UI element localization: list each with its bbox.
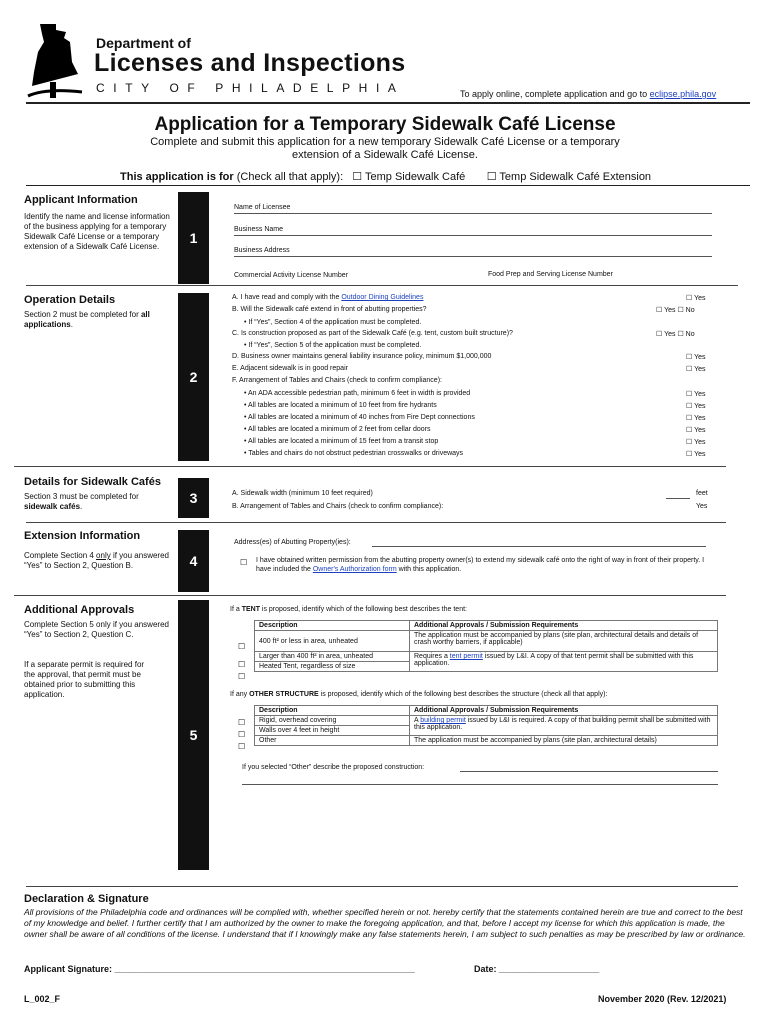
- s4-permission-pre: I have obtained written permission from the abutting property owner(s) to extend my sidewalk café onto the right of way in front of their property. I have included the: [256, 557, 705, 573]
- s4-heading: Extension Information: [24, 530, 141, 542]
- s2-bullet-yes[interactable]: ☐ Yes: [686, 415, 706, 422]
- tent-req-2: [410, 652, 718, 672]
- structure-col-req: Additional Approvals / Submission Requirements: [410, 706, 718, 716]
- structure-req-1-pre: A: [414, 717, 421, 724]
- abutting-address-input[interactable]: [372, 546, 706, 547]
- s2-row-a: [232, 294, 423, 301]
- s2-bullet: • All tables are located a minimum of 40 inches from Fire Dept connections: [244, 414, 475, 421]
- tent-option-checkbox[interactable]: ☐: [238, 672, 246, 681]
- s5-tent-pre: If a: [230, 606, 242, 613]
- s3-b-yes[interactable]: Yes: [696, 503, 708, 510]
- s2-bullet: • An ADA accessible pedestrian path, minimum 6 feet in width is provided: [244, 390, 471, 397]
- tent-row-2: [255, 652, 718, 662]
- structure-desc-3: Other: [255, 736, 410, 746]
- s2-desc-c: .: [70, 320, 73, 329]
- declaration-heading: Declaration & Signature: [24, 893, 149, 905]
- s2-row-f: F. Arrangement of Tables and Chairs (check to confirm compliance):: [232, 377, 442, 384]
- building-permit-link[interactable]: building permit: [420, 717, 466, 724]
- s2-row-e: E. Adjacent sidewalk is in good repair: [232, 365, 348, 372]
- city-label: CITY OF PHILADELPHIA: [96, 81, 405, 95]
- s2-bullet-yes[interactable]: ☐ Yes: [686, 403, 706, 410]
- s2-a-text: A. I have read and comply with the: [232, 294, 342, 301]
- header-rule: [26, 102, 750, 104]
- s2-rule: [14, 466, 726, 467]
- eclipse-link[interactable]: eclipse.phila.gov: [649, 89, 717, 99]
- structure-table: [254, 705, 718, 746]
- page-subtitle: Complete and submit this application for a new temporary Sidewalk Café License or a temporary extension of a Sidewalk Café License.: [150, 136, 620, 161]
- s2-bullet: • Tables and chairs do not obstruct pedestrian crosswalks or driveways: [244, 450, 464, 457]
- s5-desc-2: If a separate permit is required for the approval, that permit must be obtained prior to submitting this application.: [24, 660, 145, 699]
- s5-tent-intro: [230, 606, 467, 613]
- form-code: L_002_F: [24, 994, 61, 1004]
- s5-other-post: is proposed, identify which of the following best describes the structure (check all that apply):: [318, 691, 608, 698]
- s5-tent-b: TENT: [241, 606, 260, 613]
- food-license-field[interactable]: Food Prep and Serving License Number: [488, 271, 613, 278]
- tent-desc-2: Larger than 400 ft² in area, unheated: [255, 652, 410, 662]
- s4-permission-post: with this application.: [396, 566, 462, 573]
- tent-req-1: The application must be accompanied by plans (site plan, architectural details and details of crash worthy barriers, if applicable): [410, 631, 718, 652]
- structure-req-1: [410, 716, 718, 736]
- date-line[interactable]: Date: ____________________: [474, 964, 600, 974]
- tent-req-2-pre: Requires a: [414, 653, 450, 660]
- tent-desc-3: Heated Tent, regardless of size: [255, 662, 410, 672]
- licensee-name-field[interactable]: Name of Licensee: [234, 204, 712, 214]
- for-rule: [26, 185, 750, 186]
- s2-b-note: • If “Yes”, Section 4 of the application must be completed.: [244, 319, 422, 326]
- s2-row-b: B. Will the Sidewalk café extend in front of abutting properties?: [232, 306, 427, 313]
- tent-table-header: [255, 621, 718, 631]
- cal-number-field[interactable]: Commercial Activity License Number: [234, 272, 348, 279]
- s3-desc-c: .: [80, 502, 83, 511]
- s2-desc: [24, 310, 174, 330]
- s2-bullet-yes[interactable]: ☐ Yes: [686, 451, 706, 458]
- structure-col-desc: Description: [255, 706, 410, 716]
- other-describe-input-2[interactable]: [242, 784, 718, 785]
- s2-a-yes[interactable]: ☐ Yes: [686, 295, 706, 302]
- tent-desc-1: 400 ft² or less in area, unheated: [255, 631, 410, 652]
- s3-a-unit: feet: [696, 490, 708, 497]
- s3-row-a: A. Sidewalk width (minimum 10 feet required): [232, 490, 373, 497]
- s2-number: 2: [178, 293, 209, 461]
- tent-permit-link[interactable]: tent permit: [449, 653, 483, 660]
- s5-other-b: OTHER STRUCTURE: [249, 691, 319, 698]
- sidewalk-width-input[interactable]: [666, 490, 690, 499]
- temp-extension-checkbox[interactable]: ☐ Temp Sidewalk Café Extension: [486, 171, 652, 183]
- tent-row-1: [255, 631, 718, 652]
- for-lead: This application is for: [120, 171, 234, 183]
- s3-rule: [26, 522, 726, 523]
- declaration-text: All provisions of the Philadelphia code and ordinances will be complied with, whether specified herein or not. hereby certify that the statements contained herein are true and correct to the best of my knowledge and belief. I further certify that I am authorized by the owner to make the foregoing application, and that, before I accept my license for which this application is made, the owner shall be aware of all conditions of the license. I understand that if I knowingly make any false statements herein, I am subject to such penalties as may be prescribed by law or ordinance.: [24, 907, 746, 939]
- structure-option-checkbox[interactable]: ☐: [238, 742, 246, 751]
- s2-c-yesno[interactable]: ☐ Yes ☐ No: [656, 331, 695, 338]
- s4-permission-text: [256, 556, 706, 574]
- for-rest: (Check all that apply):: [233, 171, 344, 183]
- online-note: [460, 89, 716, 99]
- s3-desc-a: Section 3 must be completed for: [24, 492, 139, 501]
- s2-bullet: • All tables are located a minimum of 10 feet from fire hydrants: [244, 402, 437, 409]
- structure-table-header: [255, 706, 718, 716]
- s1-number: 1: [178, 192, 209, 284]
- s5-number: 5: [178, 600, 209, 870]
- s5-heading: Additional Approvals: [24, 604, 135, 616]
- business-name-field[interactable]: Business Name: [234, 226, 712, 236]
- s4-desc-b: only: [96, 551, 111, 560]
- dept-label: Department of: [96, 35, 191, 51]
- s1-rule: [26, 285, 738, 286]
- s5-desc-1: Complete Section 5 only if you answered “Yes” to Section 2, Question C.: [24, 620, 169, 639]
- structure-req-1-post: issued by L&I is required. A copy of that building permit shall be submitted with this application.: [414, 717, 711, 731]
- s2-desc-b: all applications: [24, 310, 150, 329]
- s3-desc-b: sidewalk cafés: [24, 502, 81, 511]
- form-revision: November 2020 (Rev. 12/2021): [598, 994, 727, 1004]
- s4-address-label: Address(es) of Abutting Property(ies):: [234, 539, 351, 546]
- s2-row-d: D. Business owner maintains general liability insurance policy, minimum $1,000,000: [232, 353, 492, 360]
- s5-rule: [26, 886, 738, 887]
- s4-desc-c: if you answered “Yes” to Section 2, Question B.: [24, 551, 169, 570]
- business-address-field[interactable]: Business Address: [234, 247, 712, 257]
- s5-other-pre: If any: [230, 691, 250, 698]
- structure-row-3: [255, 736, 718, 746]
- s5-tent-post: is proposed, identify which of the following best describes the tent:: [259, 606, 467, 613]
- s2-row-c: C. Is construction proposed as part of the Sidewalk Café (e.g. tent, custom built structure)?: [232, 330, 513, 337]
- structure-desc-1: Rigid, overhead covering: [255, 716, 410, 726]
- s3-row-b: B. Arrangement of Tables and Chairs (check to confirm compliance):: [232, 503, 444, 510]
- s4-desc-a: Complete Section 4: [24, 551, 97, 560]
- structure-req-2: The application must be accompanied by plans (site plan, architectural details): [410, 736, 718, 746]
- other-describe-label: If you selected “Other” describe the proposed construction:: [242, 764, 425, 771]
- s1-heading: Applicant Information: [24, 194, 138, 206]
- s1-desc: Identify the name and license information of the business applying for a temporary Sidewalk Café License or a temporary extension of a Sidewalk Café License.: [24, 212, 170, 251]
- signature-line[interactable]: Applicant Signature: ____________________________________________________________: [24, 964, 415, 974]
- tent-req-2-post: issued by L&I. A copy of that tent permit shall be submitted with this application.: [414, 653, 694, 667]
- agency-name: Licenses and Inspections: [94, 49, 406, 77]
- structure-option-checkbox[interactable]: ☐: [238, 718, 246, 727]
- s2-bullet: • All tables are located a minimum of 2 feet from cellar doors: [244, 426, 431, 433]
- tent-col-desc: Description: [255, 621, 410, 631]
- tent-table: [254, 620, 718, 672]
- s5-other-intro: [230, 691, 607, 698]
- structure-row-1: [255, 716, 718, 726]
- structure-option-checkbox[interactable]: ☐: [238, 730, 246, 739]
- other-describe-input[interactable]: [460, 771, 718, 772]
- s4-rule: [14, 595, 726, 596]
- owner-authorization-link[interactable]: Owner's Authorization form: [312, 566, 397, 573]
- s3-desc: [24, 492, 174, 512]
- s3-heading: Details for Sidewalk Cafés: [24, 476, 161, 488]
- s2-bullet-yes[interactable]: ☐ Yes: [686, 391, 706, 398]
- temp-cafe-checkbox[interactable]: ☐ Temp Sidewalk Café: [352, 171, 466, 183]
- s2-heading: Operation Details: [24, 294, 116, 306]
- structure-desc-2: Walls over 4 feet in height: [255, 726, 410, 736]
- page-title: Application for a Temporary Sidewalk Café License: [154, 114, 616, 135]
- s4-number: 4: [178, 530, 209, 592]
- s2-bullet-yes[interactable]: ☐ Yes: [686, 439, 706, 446]
- s3-number: 3: [178, 478, 209, 518]
- tent-col-req: Additional Approvals / Submission Requirements: [410, 621, 718, 631]
- application-for-line: [120, 170, 651, 183]
- s2-e-yes[interactable]: ☐ Yes: [686, 366, 706, 373]
- s2-c-note: • If “Yes”, Section 5 of the application must be completed.: [244, 342, 422, 349]
- owner-permission-checkbox[interactable]: ☐: [240, 558, 248, 567]
- outdoor-dining-link[interactable]: Outdoor Dining Guidelines: [341, 294, 424, 301]
- s2-bullet: • All tables are located a minimum of 15 feet from a transit stop: [244, 438, 439, 445]
- tent-option-checkbox[interactable]: ☐: [238, 642, 246, 651]
- s2-b-yesno[interactable]: ☐ Yes ☐ No: [656, 307, 695, 314]
- s4-desc: [24, 551, 174, 571]
- tent-option-checkbox[interactable]: ☐: [238, 660, 246, 669]
- s2-d-yes[interactable]: ☐ Yes: [686, 354, 706, 361]
- online-note-text: To apply online, complete application and go to: [460, 89, 650, 99]
- s2-desc-a: Section 2 must be completed for: [24, 310, 141, 319]
- liberty-bell-logo: [26, 22, 84, 100]
- s2-bullet-yes[interactable]: ☐ Yes: [686, 427, 706, 434]
